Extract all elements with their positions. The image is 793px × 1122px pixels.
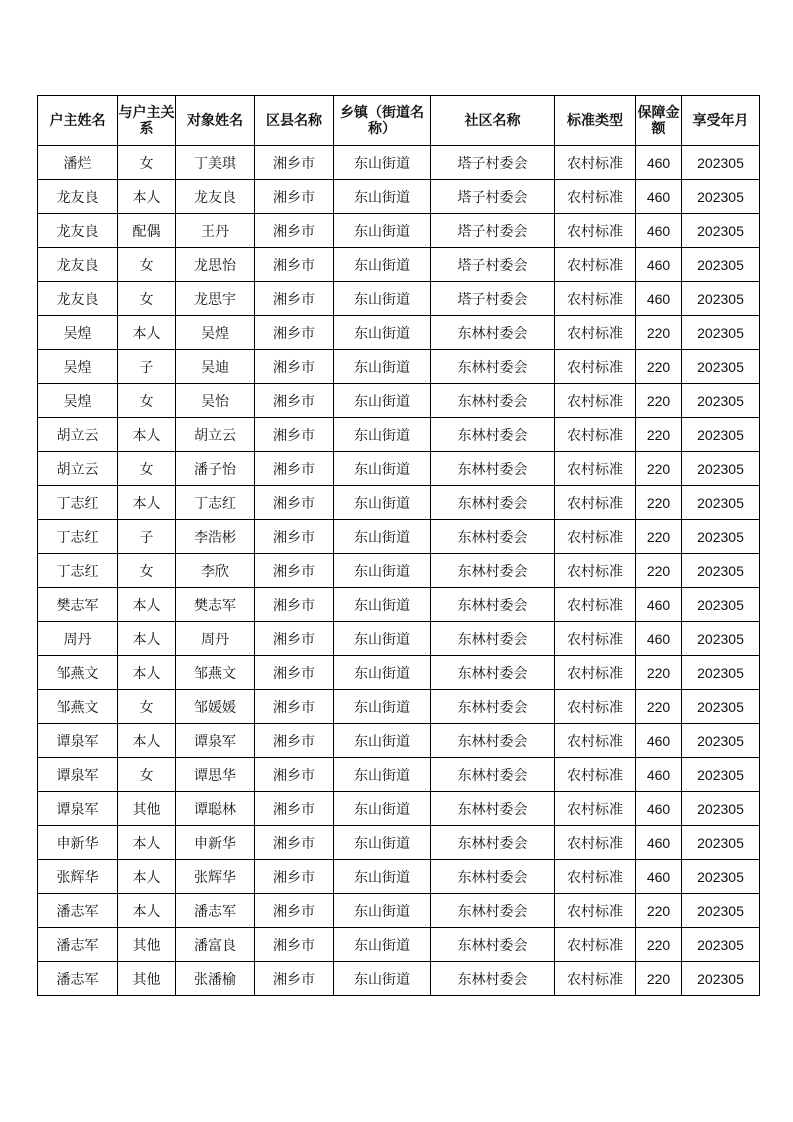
cell-amount: 460 xyxy=(636,792,682,826)
cell-county: 湘乡市 xyxy=(255,418,334,452)
cell-county: 湘乡市 xyxy=(255,350,334,384)
cell-county: 湘乡市 xyxy=(255,282,334,316)
cell-standard: 农村标准 xyxy=(555,962,636,996)
table-row xyxy=(38,690,760,724)
cell-relation: 女 xyxy=(118,282,176,316)
cell-relation: 本人 xyxy=(118,486,176,520)
cell-township: 东山街道 xyxy=(334,826,431,860)
cell-township: 东山街道 xyxy=(334,418,431,452)
cell-amount: 460 xyxy=(636,588,682,622)
cell-community: 东林村委会 xyxy=(431,350,555,384)
cell-county: 湘乡市 xyxy=(255,146,334,180)
header-period: 享受年月 xyxy=(682,96,760,146)
cell-standard: 农村标准 xyxy=(555,860,636,894)
cell-amount: 460 xyxy=(636,860,682,894)
cell-township: 东山街道 xyxy=(334,452,431,486)
cell-amount: 460 xyxy=(636,180,682,214)
cell-period: 202305 xyxy=(682,384,760,418)
cell-township: 东山街道 xyxy=(334,316,431,350)
cell-township: 东山街道 xyxy=(334,588,431,622)
table-row xyxy=(38,180,760,214)
cell-community: 东林村委会 xyxy=(431,622,555,656)
cell-period: 202305 xyxy=(682,622,760,656)
cell-township: 东山街道 xyxy=(334,656,431,690)
cell-community: 东林村委会 xyxy=(431,860,555,894)
cell-community: 塔子村委会 xyxy=(431,214,555,248)
cell-standard: 农村标准 xyxy=(555,520,636,554)
cell-county: 湘乡市 xyxy=(255,860,334,894)
header-relation: 与户主关系 xyxy=(118,96,176,146)
cell-period: 202305 xyxy=(682,248,760,282)
cell-county: 湘乡市 xyxy=(255,690,334,724)
cell-standard: 农村标准 xyxy=(555,248,636,282)
cell-standard: 农村标准 xyxy=(555,486,636,520)
cell-period: 202305 xyxy=(682,894,760,928)
cell-householder: 丁志红 xyxy=(38,554,118,588)
cell-relation: 女 xyxy=(118,554,176,588)
cell-relation: 其他 xyxy=(118,792,176,826)
cell-period: 202305 xyxy=(682,418,760,452)
cell-subject: 张辉华 xyxy=(176,860,255,894)
cell-county: 湘乡市 xyxy=(255,962,334,996)
cell-relation: 子 xyxy=(118,520,176,554)
cell-householder: 申新华 xyxy=(38,826,118,860)
table-row xyxy=(38,554,760,588)
cell-amount: 460 xyxy=(636,826,682,860)
cell-county: 湘乡市 xyxy=(255,486,334,520)
cell-amount: 460 xyxy=(636,724,682,758)
cell-householder: 潘志军 xyxy=(38,894,118,928)
cell-subject: 丁志红 xyxy=(176,486,255,520)
cell-county: 湘乡市 xyxy=(255,792,334,826)
cell-relation: 本人 xyxy=(118,656,176,690)
cell-householder: 吴煌 xyxy=(38,384,118,418)
cell-householder: 樊志军 xyxy=(38,588,118,622)
cell-householder: 邹燕文 xyxy=(38,656,118,690)
cell-township: 东山街道 xyxy=(334,350,431,384)
cell-county: 湘乡市 xyxy=(255,894,334,928)
cell-subject: 龙思怡 xyxy=(176,248,255,282)
cell-amount: 220 xyxy=(636,962,682,996)
cell-township: 东山街道 xyxy=(334,248,431,282)
cell-standard: 农村标准 xyxy=(555,316,636,350)
cell-amount: 460 xyxy=(636,214,682,248)
cell-householder: 龙友良 xyxy=(38,214,118,248)
cell-subject: 樊志军 xyxy=(176,588,255,622)
cell-township: 东山街道 xyxy=(334,282,431,316)
table-row xyxy=(38,418,760,452)
cell-subject: 吴怡 xyxy=(176,384,255,418)
header-standard: 标准类型 xyxy=(555,96,636,146)
cell-householder: 潘志军 xyxy=(38,928,118,962)
table-row xyxy=(38,520,760,554)
cell-township: 东山街道 xyxy=(334,520,431,554)
table-row xyxy=(38,826,760,860)
cell-county: 湘乡市 xyxy=(255,520,334,554)
cell-period: 202305 xyxy=(682,588,760,622)
cell-relation: 女 xyxy=(118,690,176,724)
cell-amount: 220 xyxy=(636,418,682,452)
cell-subject: 李欣 xyxy=(176,554,255,588)
assistance-roster-table xyxy=(37,95,760,996)
cell-period: 202305 xyxy=(682,860,760,894)
header-row xyxy=(38,96,760,146)
cell-householder: 胡立云 xyxy=(38,418,118,452)
cell-county: 湘乡市 xyxy=(255,180,334,214)
cell-county: 湘乡市 xyxy=(255,214,334,248)
cell-relation: 女 xyxy=(118,384,176,418)
cell-county: 湘乡市 xyxy=(255,316,334,350)
cell-community: 东林村委会 xyxy=(431,588,555,622)
cell-township: 东山街道 xyxy=(334,860,431,894)
cell-township: 东山街道 xyxy=(334,486,431,520)
table-row xyxy=(38,792,760,826)
cell-amount: 460 xyxy=(636,146,682,180)
table-row xyxy=(38,656,760,690)
cell-period: 202305 xyxy=(682,350,760,384)
header-township: 乡镇（街道名称） xyxy=(334,96,431,146)
cell-relation: 女 xyxy=(118,452,176,486)
cell-period: 202305 xyxy=(682,486,760,520)
cell-relation: 子 xyxy=(118,350,176,384)
table-row xyxy=(38,860,760,894)
cell-standard: 农村标准 xyxy=(555,690,636,724)
cell-householder: 张辉华 xyxy=(38,860,118,894)
table-row xyxy=(38,588,760,622)
cell-amount: 220 xyxy=(636,554,682,588)
cell-period: 202305 xyxy=(682,724,760,758)
cell-relation: 本人 xyxy=(118,588,176,622)
cell-relation: 本人 xyxy=(118,724,176,758)
cell-standard: 农村标准 xyxy=(555,418,636,452)
cell-relation: 本人 xyxy=(118,860,176,894)
cell-period: 202305 xyxy=(682,826,760,860)
table-row xyxy=(38,962,760,996)
cell-amount: 220 xyxy=(636,928,682,962)
cell-householder: 潘志军 xyxy=(38,962,118,996)
cell-township: 东山街道 xyxy=(334,622,431,656)
cell-county: 湘乡市 xyxy=(255,826,334,860)
cell-county: 湘乡市 xyxy=(255,622,334,656)
cell-community: 东林村委会 xyxy=(431,792,555,826)
cell-amount: 220 xyxy=(636,384,682,418)
cell-subject: 张潘榆 xyxy=(176,962,255,996)
cell-county: 湘乡市 xyxy=(255,248,334,282)
table-row xyxy=(38,486,760,520)
cell-community: 东林村委会 xyxy=(431,894,555,928)
table-row xyxy=(38,622,760,656)
cell-standard: 农村标准 xyxy=(555,350,636,384)
cell-period: 202305 xyxy=(682,180,760,214)
header-amount: 保障金额 xyxy=(636,96,682,146)
cell-amount: 220 xyxy=(636,520,682,554)
cell-community: 东林村委会 xyxy=(431,826,555,860)
cell-township: 东山街道 xyxy=(334,724,431,758)
cell-period: 202305 xyxy=(682,554,760,588)
cell-householder: 龙友良 xyxy=(38,248,118,282)
cell-amount: 220 xyxy=(636,894,682,928)
cell-period: 202305 xyxy=(682,520,760,554)
cell-amount: 220 xyxy=(636,452,682,486)
cell-standard: 农村标准 xyxy=(555,826,636,860)
cell-community: 塔子村委会 xyxy=(431,248,555,282)
cell-township: 东山街道 xyxy=(334,146,431,180)
cell-period: 202305 xyxy=(682,452,760,486)
cell-subject: 潘子怡 xyxy=(176,452,255,486)
cell-community: 东林村委会 xyxy=(431,554,555,588)
table-row xyxy=(38,894,760,928)
table-row xyxy=(38,384,760,418)
cell-community: 东林村委会 xyxy=(431,724,555,758)
cell-subject: 周丹 xyxy=(176,622,255,656)
cell-amount: 220 xyxy=(636,350,682,384)
table-body xyxy=(38,146,760,996)
cell-period: 202305 xyxy=(682,792,760,826)
header-community: 社区名称 xyxy=(431,96,555,146)
cell-period: 202305 xyxy=(682,316,760,350)
cell-relation: 本人 xyxy=(118,622,176,656)
cell-standard: 农村标准 xyxy=(555,656,636,690)
cell-township: 东山街道 xyxy=(334,928,431,962)
cell-relation: 女 xyxy=(118,146,176,180)
cell-community: 东林村委会 xyxy=(431,690,555,724)
table-row xyxy=(38,350,760,384)
cell-standard: 农村标准 xyxy=(555,622,636,656)
cell-relation: 本人 xyxy=(118,316,176,350)
cell-amount: 220 xyxy=(636,486,682,520)
cell-standard: 农村标准 xyxy=(555,452,636,486)
cell-standard: 农村标准 xyxy=(555,180,636,214)
cell-householder: 谭泉军 xyxy=(38,758,118,792)
cell-standard: 农村标准 xyxy=(555,554,636,588)
cell-township: 东山街道 xyxy=(334,962,431,996)
cell-county: 湘乡市 xyxy=(255,384,334,418)
cell-standard: 农村标准 xyxy=(555,792,636,826)
cell-county: 湘乡市 xyxy=(255,724,334,758)
cell-community: 东林村委会 xyxy=(431,384,555,418)
cell-relation: 女 xyxy=(118,248,176,282)
cell-amount: 460 xyxy=(636,622,682,656)
cell-community: 塔子村委会 xyxy=(431,146,555,180)
cell-subject: 李浩彬 xyxy=(176,520,255,554)
cell-subject: 丁美琪 xyxy=(176,146,255,180)
cell-amount: 220 xyxy=(636,316,682,350)
cell-standard: 农村标准 xyxy=(555,928,636,962)
cell-householder: 周丹 xyxy=(38,622,118,656)
header-subject: 对象姓名 xyxy=(176,96,255,146)
cell-community: 塔子村委会 xyxy=(431,180,555,214)
cell-subject: 潘志军 xyxy=(176,894,255,928)
cell-township: 东山街道 xyxy=(334,792,431,826)
cell-township: 东山街道 xyxy=(334,384,431,418)
cell-community: 东林村委会 xyxy=(431,486,555,520)
cell-subject: 王丹 xyxy=(176,214,255,248)
cell-community: 东林村委会 xyxy=(431,962,555,996)
cell-standard: 农村标准 xyxy=(555,282,636,316)
cell-community: 东林村委会 xyxy=(431,316,555,350)
cell-amount: 460 xyxy=(636,282,682,316)
cell-county: 湘乡市 xyxy=(255,588,334,622)
cell-relation: 其他 xyxy=(118,962,176,996)
table-row xyxy=(38,758,760,792)
cell-subject: 胡立云 xyxy=(176,418,255,452)
cell-standard: 农村标准 xyxy=(555,724,636,758)
cell-subject: 潘富良 xyxy=(176,928,255,962)
cell-subject: 吴煌 xyxy=(176,316,255,350)
cell-relation: 女 xyxy=(118,758,176,792)
cell-period: 202305 xyxy=(682,146,760,180)
header-householder: 户主姓名 xyxy=(38,96,118,146)
cell-relation: 配偶 xyxy=(118,214,176,248)
cell-standard: 农村标准 xyxy=(555,894,636,928)
cell-householder: 吴煌 xyxy=(38,316,118,350)
cell-community: 东林村委会 xyxy=(431,418,555,452)
cell-period: 202305 xyxy=(682,758,760,792)
cell-township: 东山街道 xyxy=(334,894,431,928)
cell-householder: 邹燕文 xyxy=(38,690,118,724)
cell-period: 202305 xyxy=(682,214,760,248)
cell-community: 东林村委会 xyxy=(431,928,555,962)
cell-amount: 460 xyxy=(636,758,682,792)
table-header xyxy=(38,96,760,146)
header-county: 区县名称 xyxy=(255,96,334,146)
cell-householder: 谭泉军 xyxy=(38,724,118,758)
cell-period: 202305 xyxy=(682,656,760,690)
cell-subject: 谭泉军 xyxy=(176,724,255,758)
cell-relation: 其他 xyxy=(118,928,176,962)
cell-township: 东山街道 xyxy=(334,690,431,724)
cell-period: 202305 xyxy=(682,928,760,962)
cell-relation: 本人 xyxy=(118,418,176,452)
cell-householder: 胡立云 xyxy=(38,452,118,486)
cell-subject: 吴迪 xyxy=(176,350,255,384)
cell-township: 东山街道 xyxy=(334,180,431,214)
cell-standard: 农村标准 xyxy=(555,384,636,418)
cell-householder: 龙友良 xyxy=(38,180,118,214)
cell-period: 202305 xyxy=(682,690,760,724)
cell-county: 湘乡市 xyxy=(255,656,334,690)
cell-township: 东山街道 xyxy=(334,554,431,588)
cell-amount: 220 xyxy=(636,656,682,690)
cell-subject: 谭聪林 xyxy=(176,792,255,826)
cell-community: 东林村委会 xyxy=(431,452,555,486)
cell-township: 东山街道 xyxy=(334,758,431,792)
cell-householder: 丁志红 xyxy=(38,486,118,520)
cell-period: 202305 xyxy=(682,282,760,316)
cell-relation: 本人 xyxy=(118,894,176,928)
table-row xyxy=(38,282,760,316)
cell-householder: 潘烂 xyxy=(38,146,118,180)
cell-standard: 农村标准 xyxy=(555,588,636,622)
table-row xyxy=(38,452,760,486)
cell-subject: 龙思宇 xyxy=(176,282,255,316)
cell-township: 东山街道 xyxy=(334,214,431,248)
cell-amount: 460 xyxy=(636,248,682,282)
cell-standard: 农村标准 xyxy=(555,214,636,248)
cell-relation: 本人 xyxy=(118,180,176,214)
cell-county: 湘乡市 xyxy=(255,554,334,588)
cell-county: 湘乡市 xyxy=(255,928,334,962)
table-row xyxy=(38,214,760,248)
table-row xyxy=(38,146,760,180)
cell-standard: 农村标准 xyxy=(555,146,636,180)
cell-period: 202305 xyxy=(682,962,760,996)
cell-community: 东林村委会 xyxy=(431,656,555,690)
cell-householder: 吴煌 xyxy=(38,350,118,384)
table-row xyxy=(38,724,760,758)
cell-subject: 申新华 xyxy=(176,826,255,860)
table-row xyxy=(38,316,760,350)
cell-county: 湘乡市 xyxy=(255,758,334,792)
cell-subject: 邹媛媛 xyxy=(176,690,255,724)
table-row xyxy=(38,928,760,962)
cell-community: 东林村委会 xyxy=(431,520,555,554)
cell-county: 湘乡市 xyxy=(255,452,334,486)
cell-householder: 谭泉军 xyxy=(38,792,118,826)
cell-community: 塔子村委会 xyxy=(431,282,555,316)
cell-relation: 本人 xyxy=(118,826,176,860)
cell-householder: 龙友良 xyxy=(38,282,118,316)
cell-community: 东林村委会 xyxy=(431,758,555,792)
cell-householder: 丁志红 xyxy=(38,520,118,554)
cell-subject: 邹燕文 xyxy=(176,656,255,690)
cell-subject: 谭思华 xyxy=(176,758,255,792)
table-row xyxy=(38,248,760,282)
cell-standard: 农村标准 xyxy=(555,758,636,792)
cell-subject: 龙友良 xyxy=(176,180,255,214)
cell-amount: 220 xyxy=(636,690,682,724)
